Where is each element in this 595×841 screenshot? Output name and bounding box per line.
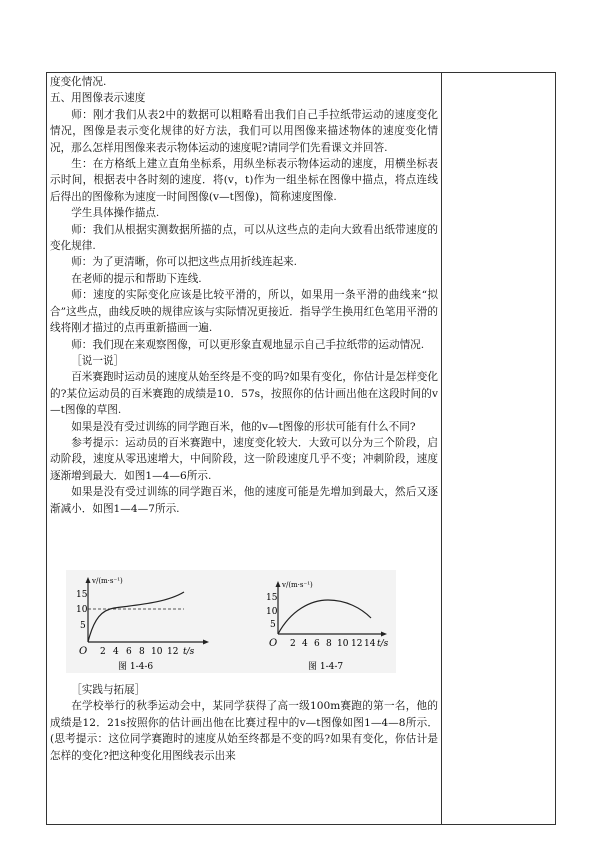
fig1-ylabel: v/(m·s⁻¹) <box>92 577 123 585</box>
fig2-ytick-5: 5 <box>270 620 276 630</box>
fig1-xtick-10: 10 <box>151 647 163 657</box>
fig2-xtick-4: 4 <box>302 639 308 649</box>
fig2-xtick-12: 12 <box>351 639 363 649</box>
fig1-origin: O <box>79 646 88 657</box>
figure-panel <box>66 570 396 673</box>
paragraph: 如果是没有受过训练的同学跑百米，他的速度可能是先增加到最大，然后又逐渐减小．如图1—4—7所示. <box>50 486 438 515</box>
paragraph: 生：在方格纸上建立直角坐标系，用纵坐标表示物体运动的速度，用横坐标表示时间，根据表中各时刻的速度．将(v，t)作为一组坐标在图像中描点，将点连线后得出的图像称为速度一时间图像(v—t图像)，简称速度图像. <box>50 158 438 203</box>
fig2-xtick-6: 6 <box>314 639 320 649</box>
figure-svg <box>66 570 396 673</box>
paragraph: 师：为了更清晰，你可以把这些点用折线连起来. <box>71 256 298 269</box>
fig1-ytick-5: 5 <box>80 621 86 631</box>
paragraph: 师：刚才我们从表2中的数据可以粗略看出我们自己手拉纸带运动的速度变化情况，图像是表示变化规律的好方法，我们可以用图像来描述物体的速度变化情况，那么怎样用图像来表示物体运动的速度呢?请同学们先看课文并回答. <box>50 108 438 154</box>
fig1-xtick-2: 2 <box>100 647 106 657</box>
fig2-xtick-14: 14 <box>364 639 376 649</box>
paragraph: 度变化情况. <box>50 76 107 88</box>
fig1-xtick-6: 6 <box>126 647 132 657</box>
fig2-caption: 图 1-4-7 <box>308 662 344 672</box>
fig2-ytick-10: 10 <box>266 607 278 617</box>
fig2-xtick-2: 2 <box>290 639 296 649</box>
fig1-xtick-4: 4 <box>113 647 119 657</box>
paragraph: 参考提示：运动员的百米赛跑中，速度变化较大．大致可以分为三个阶段，启动阶段，速度从零迅速增大，中间阶段，这一阶段速度几乎不变；冲刺阶段，速度逐渐增到最大．如图1—4—6所示. <box>50 436 438 482</box>
table-column-divider <box>441 72 442 825</box>
fig2-xlabel: t/s <box>377 639 389 649</box>
paragraph: 百米赛跑时运动员的速度从始至终是不变的吗?如果有变化，你估计是怎样变化的?某位运动员的百米赛跑的成绩是10．57s，按照你的估计画出他在这段时间的v—t图像的草图. <box>50 371 438 417</box>
paragraph: 在学校举行的秋季运动会中，某同学获得了高一级100m赛跑的第一名，他的成绩是12．21s按照你的估计画出他在比赛过程中的v—t图像如图1—4—8所示．(思考提示：这位同学赛跑时的速度从始至终都是不变的吗?如果有变化，你估计是怎样的变化?把这种变化用图线表示出来 <box>50 700 438 762</box>
fig2-xtick-10: 10 <box>337 639 349 649</box>
fig1-ytick-10: 10 <box>76 605 88 615</box>
fig1-caption: 图 1-4-6 <box>118 662 154 672</box>
paragraph: 师：我们从根据实测数据所描的点，可以从这些点的走向大致看出纸带速度的变化规律. <box>50 223 438 253</box>
paragraph: 在老师的提示和帮助下连线. <box>71 272 202 285</box>
fig2-ytick-15: 15 <box>266 593 278 603</box>
paragraph: ［实践与拓展］ <box>71 684 146 696</box>
fig1-ytick-15: 15 <box>76 590 88 600</box>
paragraph: 师：速度的实际变化应该是比较平滑的，所以，如果用一条平滑的曲线来“拟合”这些点，曲线反映的规律应该与实际情况更接近．指导学生换用红色笔用平滑的线将刚才描过的点再重新描画一遍. <box>50 289 438 335</box>
paragraph: ［说一说］ <box>71 354 125 367</box>
paragraph: 如果是没有受过训练的同学跑百米，他的v—t图像的形状可能有什么不同? <box>71 420 416 433</box>
fig2-xtick-8: 8 <box>326 639 332 649</box>
paragraph: 师：我们现在来观察图像，可以更形象直观地显示自己手拉纸带的运动情况. <box>71 338 425 351</box>
practice-section <box>50 682 438 764</box>
paragraph: 学生具体操作描点. <box>71 207 160 220</box>
paragraph: 五、用图像表示速度 <box>50 92 146 105</box>
fig1-xlabel: t/s <box>183 647 195 657</box>
fig1-xtick-8: 8 <box>139 647 145 657</box>
fig1-xtick-12: 12 <box>167 647 179 657</box>
fig2-origin: O <box>269 638 278 649</box>
lesson-text <box>50 74 438 517</box>
fig2-ylabel: v/(m·s⁻¹) <box>282 581 313 589</box>
